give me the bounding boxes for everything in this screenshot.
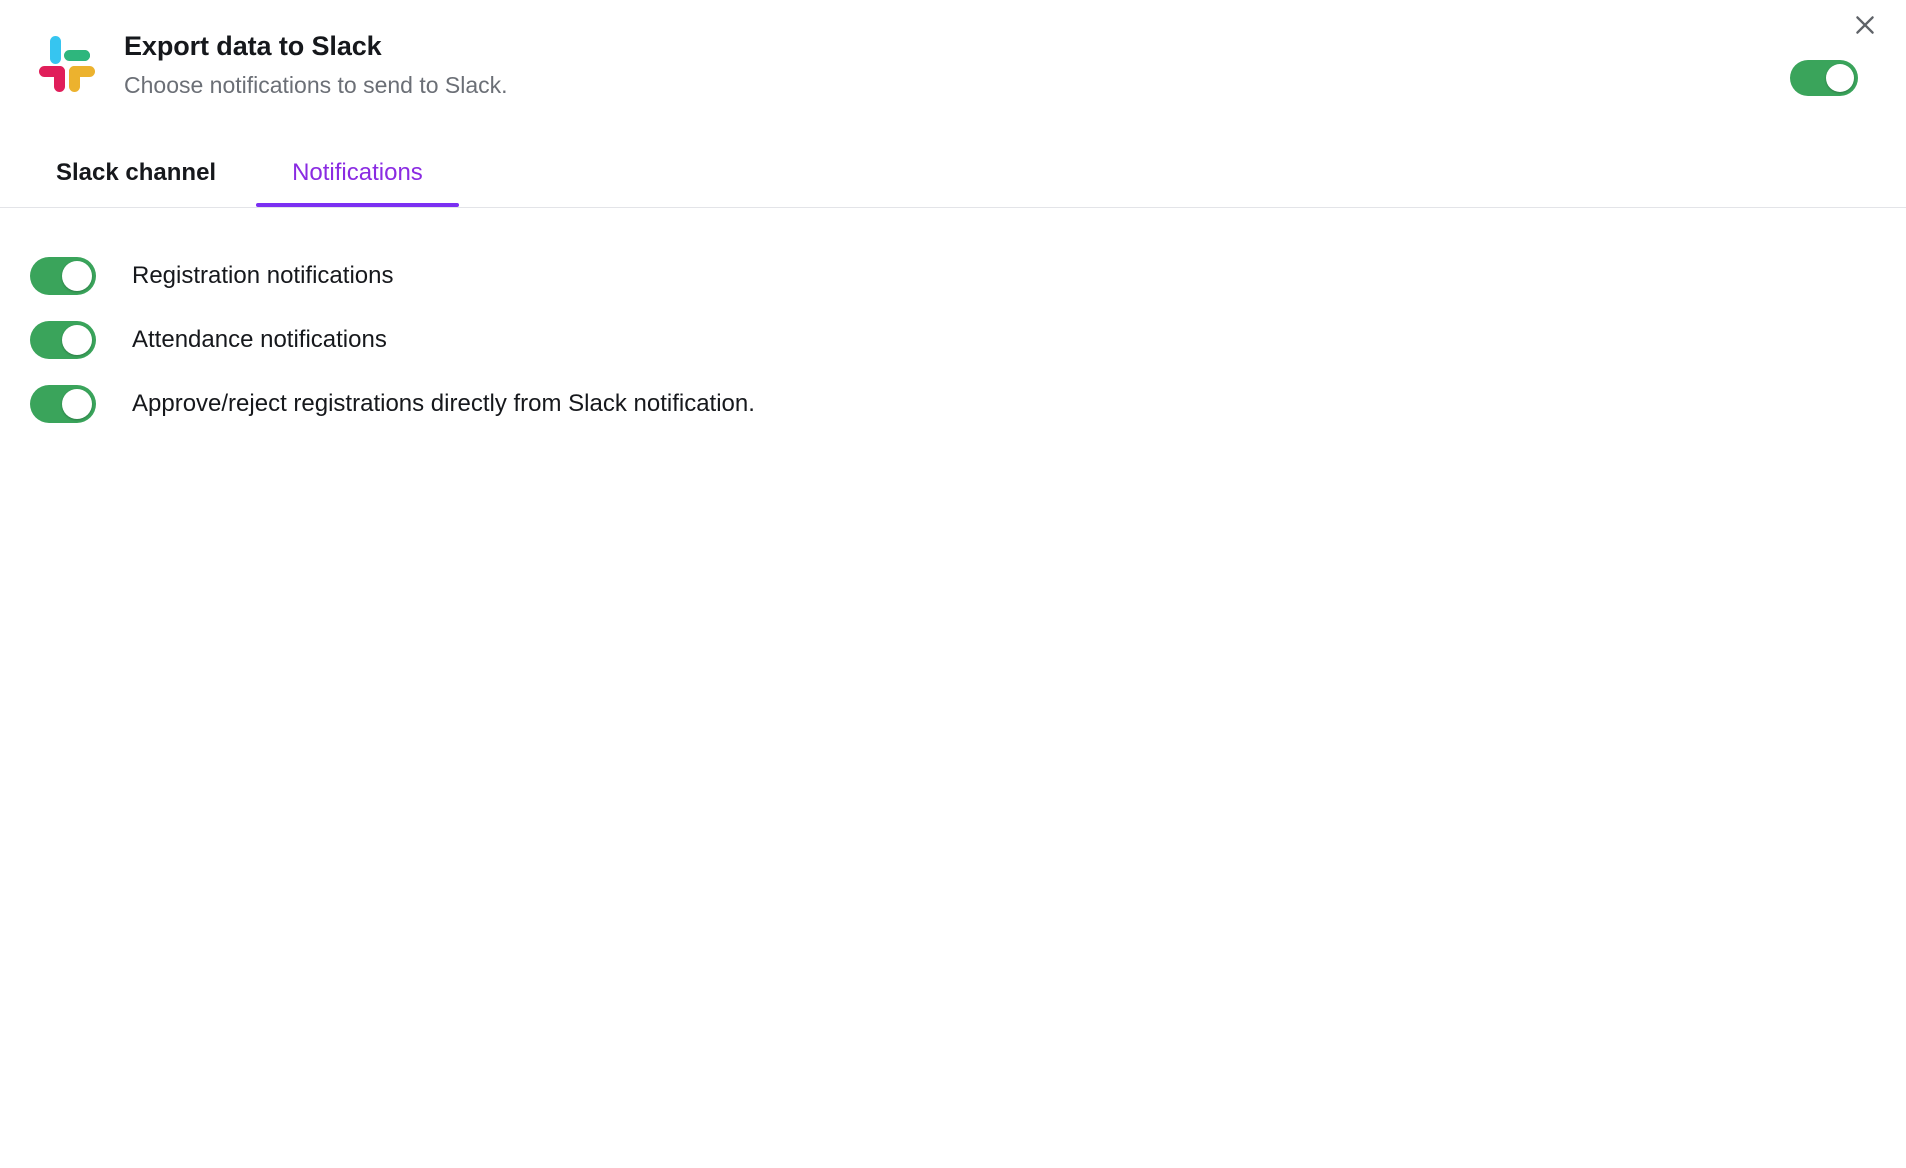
tab-bar [0,120,1906,208]
approve-reject-from-slack-label: Approve/reject registrations directly from Slack notification. [132,389,755,417]
toggle-knob [62,325,92,355]
list-item [0,308,1906,372]
master-toggle-wrapper [1790,60,1858,101]
toggle-knob [1826,64,1854,92]
registration-notifications-toggle[interactable] [30,257,96,295]
tab-notifications-label: Notifications [292,159,423,186]
page-title: Export data to Slack [124,31,382,61]
modal-header [0,0,1906,120]
toggle-knob [62,261,92,291]
attendance-notifications-toggle[interactable] [30,321,96,359]
attendance-notifications-label: Attendance notifications [132,325,387,353]
tab-notifications[interactable] [292,161,459,207]
list-item [0,372,1906,436]
tab-slack-channel[interactable] [56,161,252,207]
close-icon[interactable] [1848,8,1882,42]
list-item [0,244,1906,308]
tab-slack-channel-label: Slack channel [56,159,217,186]
slack-logo [30,30,102,102]
export-enabled-toggle[interactable] [1790,60,1858,96]
page-subtitle: Choose notifications to send to Slack. [124,72,508,99]
toggle-knob [62,389,92,419]
notification-settings-list [0,208,1906,436]
registration-notifications-label: Registration notifications [132,261,394,289]
header-text-block [124,28,508,102]
approve-reject-from-slack-toggle[interactable] [30,385,96,423]
